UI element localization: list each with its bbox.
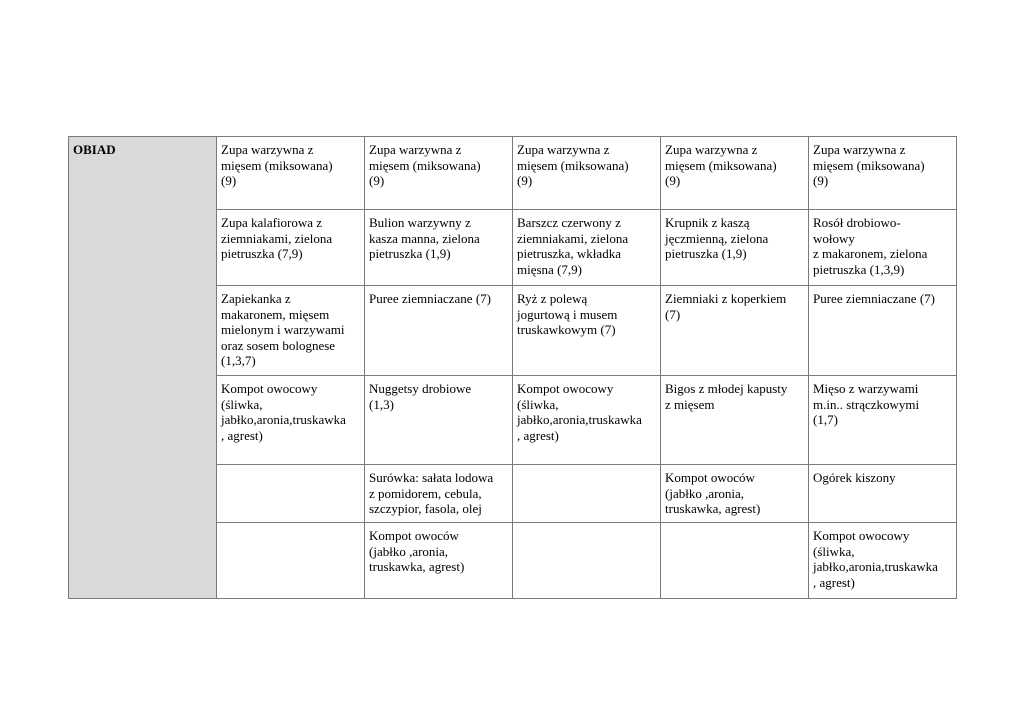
menu-cell: Bigos z młodej kapusty z mięsem <box>661 376 809 465</box>
menu-cell: Puree ziemniaczane (7) <box>365 286 513 376</box>
menu-cell: Zupa kalafiorowa z ziemniakami, zielona pietruszka (7,9) <box>217 210 365 286</box>
menu-cell: Zupa warzywna z mięsem (miksowana) (9) <box>513 137 661 210</box>
menu-cell: Mięso z warzywami m.in.. strączkowymi (1,7) <box>809 376 957 465</box>
menu-cell: Bulion warzywny z kasza manna, zielona pietruszka (1,9) <box>365 210 513 286</box>
menu-cell: Zupa warzywna z mięsem (miksowana) (9) <box>809 137 957 210</box>
menu-cell: Rosół drobiowo- wołowy z makaronem, zielona pietruszka (1,3,9) <box>809 210 957 286</box>
menu-cell <box>513 523 661 599</box>
menu-cell <box>217 465 365 523</box>
menu-cell <box>513 465 661 523</box>
menu-cell: Kompot owoców (jabłko ,aronia, truskawka, agrest) <box>365 523 513 599</box>
menu-cell: Kompot owocowy (śliwka, jabłko,aronia,truskawka , agrest) <box>809 523 957 599</box>
menu-cell: Kompot owoców (jabłko ,aronia, truskawka, agrest) <box>661 465 809 523</box>
menu-cell: Zupa warzywna z mięsem (miksowana) (9) <box>661 137 809 210</box>
menu-cell: Krupnik z kaszą jęczmienną, zielona pietruszka (1,9) <box>661 210 809 286</box>
menu-cell <box>661 523 809 599</box>
menu-cell: Ogórek kiszony <box>809 465 957 523</box>
menu-cell: Ziemniaki z koperkiem (7) <box>661 286 809 376</box>
menu-cell: Ryż z polewą jogurtową i musem truskawkowym (7) <box>513 286 661 376</box>
menu-cell: Zupa warzywna z mięsem (miksowana) (9) <box>217 137 365 210</box>
meal-label-cell: OBIAD <box>69 137 217 599</box>
table-row <box>69 137 957 210</box>
menu-cell <box>217 523 365 599</box>
menu-cell: Barszcz czerwony z ziemniakami, zielona pietruszka, wkładka mięsna (7,9) <box>513 210 661 286</box>
menu-cell: Zapiekanka z makaronem, mięsem mielonym i warzywami oraz sosem bolognese (1,3,7) <box>217 286 365 376</box>
menu-cell: Nuggetsy drobiowe (1,3) <box>365 376 513 465</box>
menu-cell: Puree ziemniaczane (7) <box>809 286 957 376</box>
lunch-menu-table <box>68 136 957 599</box>
menu-cell: Surówka: sałata lodowa z pomidorem, cebula, szczypior, fasola, olej <box>365 465 513 523</box>
menu-cell: Kompot owocowy (śliwka, jabłko,aronia,truskawka , agrest) <box>217 376 365 465</box>
menu-cell: Kompot owocowy (śliwka, jabłko,aronia,truskawka , agrest) <box>513 376 661 465</box>
menu-cell: Zupa warzywna z mięsem (miksowana) (9) <box>365 137 513 210</box>
